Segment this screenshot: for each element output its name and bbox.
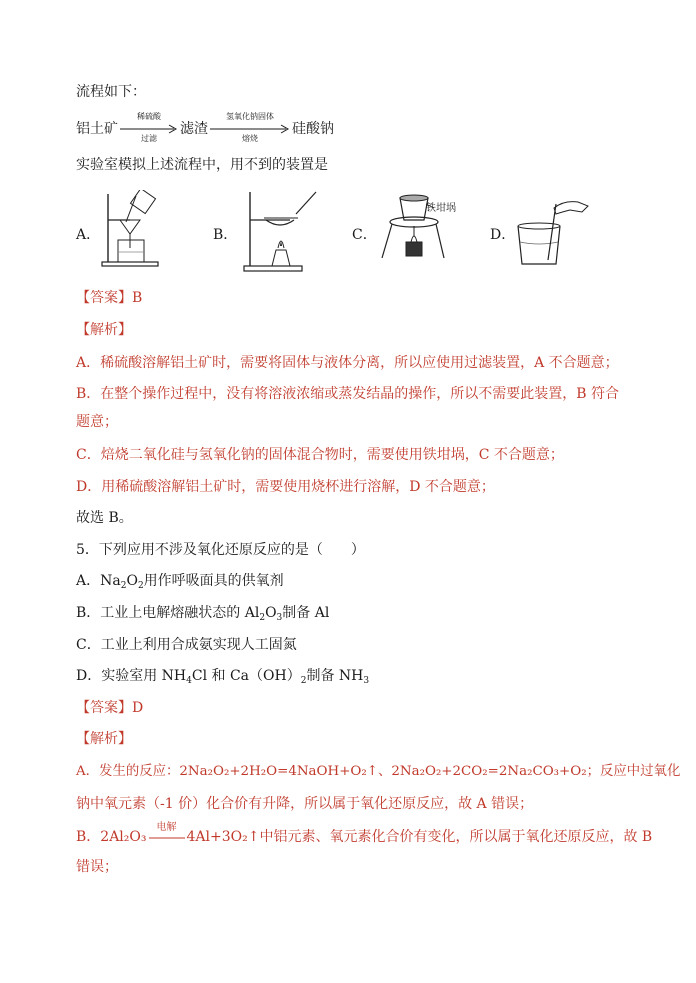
option-a-label: A． bbox=[76, 227, 101, 243]
q5-answer: 【答案】D bbox=[76, 700, 144, 716]
q5-option-b-part1: B．工业上电解熔融状态的 Al bbox=[76, 605, 260, 621]
q4-answer: 【答案】B bbox=[76, 290, 143, 306]
q5-analysis-label: 【解析】 bbox=[76, 731, 132, 747]
flow-arrow-2-top: 氢氧化钠固体 bbox=[226, 112, 274, 121]
q4-analysis-b-1: B．在整个操作过程中，没有将溶液浓缩或蒸发结晶的操作，所以不需要此装置，B 符合 bbox=[76, 386, 620, 402]
q4-analysis-b-2: 题意； bbox=[76, 414, 118, 430]
flow-arrow-2 bbox=[208, 112, 292, 143]
q4-analysis-d: D．用稀硫酸溶解铝土矿时，需要使用烧杯进行溶解，D 不合题意； bbox=[76, 479, 495, 495]
flow-intro: 流程如下： bbox=[76, 84, 146, 100]
electrolysis-label: 电解 bbox=[156, 822, 177, 833]
q5-option-c: C．工业上利用合成氨实现人工固氮 bbox=[76, 637, 297, 653]
question-4-text: 实验室模拟上述流程中，用不到的装置是 bbox=[76, 157, 328, 173]
electrolysis-condition bbox=[147, 822, 187, 847]
q5-option-b-part3: 制备 Al bbox=[282, 605, 330, 621]
flow-arrow-1 bbox=[118, 112, 180, 143]
subscript: 3 bbox=[363, 676, 370, 686]
subscript: 2 bbox=[300, 676, 307, 686]
option-d-label: D． bbox=[490, 227, 516, 243]
q5-option-b bbox=[76, 603, 329, 623]
flow-diagram bbox=[76, 112, 334, 143]
q5-analysis-b-2: 错误； bbox=[76, 859, 118, 875]
q4-analysis-c: C．焙烧二氧化硅与氢氧化钠的固体混合物时，需要使用铁坩埚，C 不合题意； bbox=[76, 447, 564, 463]
option-b-label: B． bbox=[213, 227, 238, 243]
beaker-stirring-icon bbox=[512, 190, 602, 270]
subscript: 3 bbox=[276, 613, 283, 623]
q5-option-d-part1: D．实验室用 NH bbox=[76, 668, 187, 684]
option-c-label: C． bbox=[352, 227, 377, 243]
evaporation-apparatus-icon bbox=[242, 190, 322, 274]
subscript: 2 bbox=[120, 581, 127, 591]
q5-analysis-b-1 bbox=[76, 822, 653, 847]
flow-end: 硅酸钠 bbox=[292, 121, 334, 137]
flow-arrow-1-bottom: 过滤 bbox=[141, 134, 157, 143]
q5-option-a-part3: 用作呼吸面具的供氧剂 bbox=[143, 573, 284, 589]
q5-option-a-part2: O bbox=[126, 573, 138, 589]
q5-option-d bbox=[76, 666, 369, 686]
q5-analysis-b-equation-post: 4Al+3O₂↑中铝元素、氧元素化合价有变化，所以属于氧化还原反应，故 B bbox=[186, 829, 653, 845]
q5-analysis-a-2: 钠中氧元素（-1 价）化合价有升降，所以属于氧化还原反应，故 A 错误； bbox=[76, 796, 534, 812]
q5-option-a bbox=[76, 571, 284, 591]
q4-analysis-a: A．稀硫酸溶解铝土矿时，需要将固体与液体分离，所以应使用过滤装置，A 不合题意； bbox=[76, 355, 619, 371]
flow-mid: 滤渣 bbox=[180, 121, 208, 137]
flow-arrow-2-bottom: 熔烧 bbox=[242, 134, 258, 143]
subscript: 2 bbox=[259, 613, 266, 623]
flow-arrow-1-top: 稀硫酸 bbox=[137, 112, 161, 121]
q5-option-a-part1: A．Na bbox=[76, 573, 121, 589]
q5-option-d-part3: 制备 NH bbox=[306, 668, 364, 684]
q5-analysis-b-equation-pre: B．2Al₂O₃ bbox=[76, 829, 147, 845]
q5-option-d-part2: Cl 和 Ca（OH） bbox=[191, 668, 301, 684]
flow-start: 铝土矿 bbox=[76, 121, 118, 137]
filtration-apparatus-icon bbox=[96, 190, 166, 270]
subscript: 4 bbox=[186, 676, 192, 686]
crucible-label: 铁坩埚 bbox=[426, 203, 456, 214]
q4-conclusion: 故选 B。 bbox=[76, 510, 133, 526]
question-5-text: 5．下列应用不涉及氧化还原反应的是（ ） bbox=[76, 542, 365, 558]
subscript: 2 bbox=[137, 581, 144, 591]
q4-analysis-label: 【解析】 bbox=[76, 322, 132, 338]
q5-option-b-part2: O bbox=[265, 605, 277, 621]
q5-analysis-a-1: A．发生的反应：2Na₂O₂+2H₂O=4NaOH+O₂↑、2Na₂O₂+2CO₂=2Na₂CO₃+O₂；反应中过氧化 bbox=[76, 764, 681, 779]
